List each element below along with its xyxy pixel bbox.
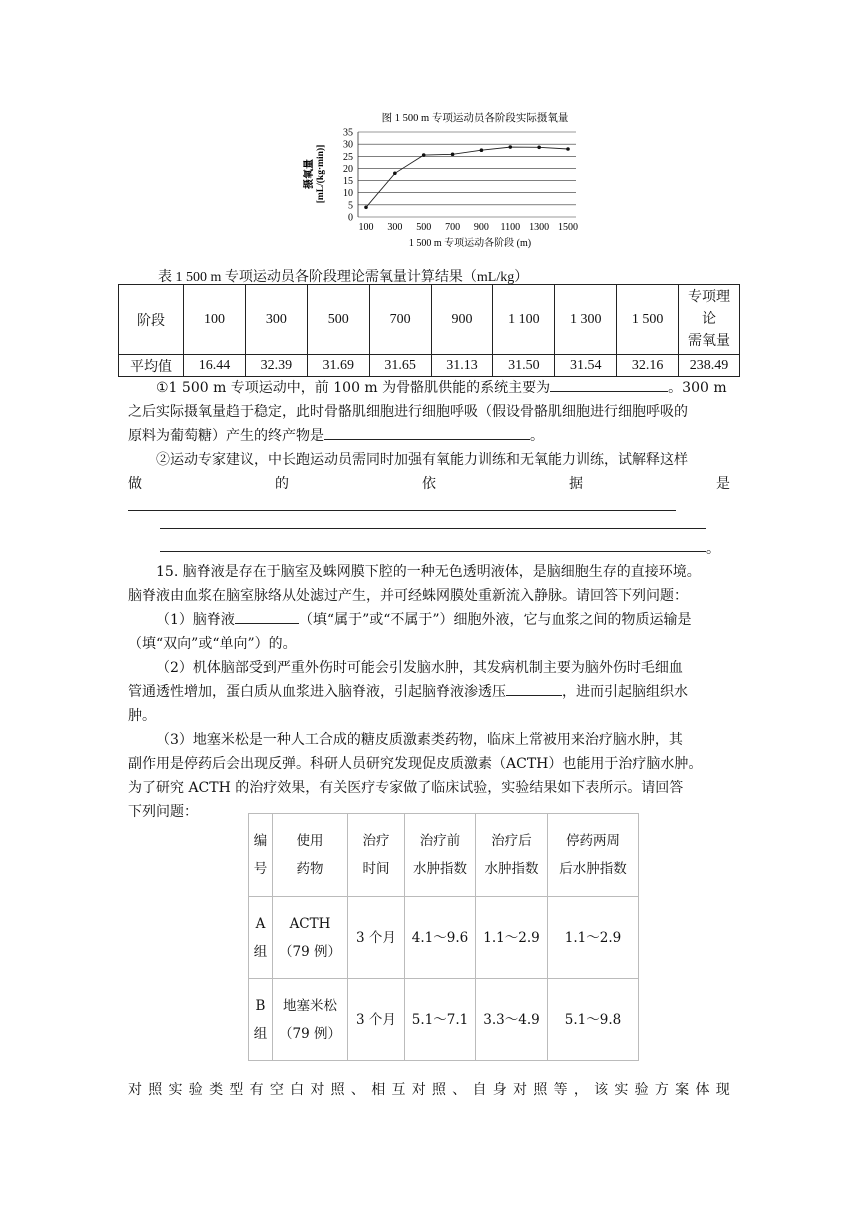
char: 型	[229, 1082, 244, 1098]
x-axis-label: 1 500 m 专项运动各阶段 (m)	[408, 238, 532, 249]
y-tick-label: 25	[343, 151, 353, 163]
y-tick-label: 0	[348, 212, 353, 224]
char: 自	[472, 1082, 487, 1098]
table2-header-cell	[348, 814, 405, 897]
table1-row-label: 平均值	[119, 355, 184, 377]
char: 照	[330, 1082, 345, 1098]
y-tick-label: 15	[343, 176, 353, 188]
question-2: ②运动专家建议，中长跑运动员需同时加强有氧能力训练和无氧能力训练，试解释这样	[156, 452, 688, 468]
text: ①1 500 m 专项运动中，前 100 m 为骨骼肌供能的系统主要为	[156, 380, 551, 396]
y-tick-label: 5	[348, 200, 353, 212]
char: 的	[275, 476, 289, 492]
char: 互	[391, 1082, 406, 1098]
table1-caption: 表 1 500 m 专项运动员各阶段理论需氧量计算结果（mL/kg）	[158, 270, 529, 285]
after: 3.3～4.9	[476, 979, 548, 1061]
question-1	[128, 376, 730, 400]
text: 原料为葡萄糖）产生的终产物是	[128, 428, 324, 444]
q15-part3-line4: 下列问题：	[128, 804, 198, 820]
table1-header-row	[119, 285, 740, 355]
table1-cell: 31.13	[431, 355, 493, 377]
question-1-line2: 之后实际摄氧量趋于稳定，此时骨骼肌细胞进行细胞呼吸（假设骨骼肌细胞进行细胞呼吸的	[128, 404, 688, 420]
q15-part2-line3: 肿。	[128, 708, 156, 724]
y-axis-label-line1: 摄氧量	[304, 159, 315, 189]
header-line: 专项理	[688, 289, 730, 305]
char: 实	[614, 1082, 629, 1098]
table1-cell: 300	[245, 285, 307, 355]
hdr: 时间	[362, 861, 390, 877]
data-point	[537, 146, 541, 150]
id: B	[255, 997, 266, 1014]
answer-line	[128, 510, 676, 511]
data-point	[393, 171, 397, 175]
hdr: 治疗前	[419, 833, 461, 849]
answer-line	[160, 551, 706, 552]
q15-part1	[128, 608, 730, 632]
table2-header-cell	[548, 814, 639, 897]
char: 依	[422, 476, 436, 492]
x-tick-label: 700	[445, 222, 461, 233]
answer-blank	[506, 681, 562, 696]
char: 相	[371, 1082, 386, 1098]
table1-cell: 31.69	[307, 355, 369, 377]
char: 对	[310, 1082, 325, 1098]
table1-cell: 32.16	[617, 355, 679, 377]
table1-total-header	[679, 285, 740, 355]
x-tick-label: 900	[473, 222, 489, 233]
char: 照	[533, 1082, 548, 1098]
hdr: 治疗后	[491, 833, 532, 849]
drug	[273, 897, 348, 979]
char: ，	[573, 1082, 588, 1098]
answer-blank	[235, 609, 299, 624]
char: 、	[452, 1082, 467, 1098]
char: 空	[269, 1082, 284, 1098]
char: 验	[634, 1082, 649, 1098]
table2-row	[249, 979, 639, 1061]
drug-name: ACTH	[289, 915, 331, 932]
table1-cell: 500	[307, 285, 369, 355]
table1-cell: 100	[184, 285, 246, 355]
char: 该	[594, 1082, 609, 1098]
time: 3 个月	[348, 897, 405, 979]
table1-cell: 31.50	[493, 355, 555, 377]
text: 。	[530, 428, 544, 444]
char: 做	[128, 476, 142, 492]
text: （填“属于”或“不属于”）细胞外液，它与血浆之间的物质运输是	[298, 612, 692, 628]
answer-blank	[550, 377, 668, 392]
before: 5.1～7.1	[405, 979, 476, 1061]
x-tick-label: 1500	[558, 222, 578, 233]
x-tick-label: 300	[387, 222, 403, 233]
char: 对	[513, 1082, 528, 1098]
table1-row-label: 阶段	[119, 285, 184, 355]
header-line: 论	[702, 311, 716, 327]
data-point	[508, 145, 512, 149]
y-tick-label: 30	[343, 139, 353, 151]
q15-intro-1: 15. 脑脊液是存在于脑室及蛛网膜下腔的一种无色透明液体，是脑细胞生存的直接环境。	[156, 564, 701, 580]
table1-cell: 238.49	[679, 355, 740, 377]
time: 3 个月	[348, 979, 405, 1061]
chart-svg	[300, 108, 600, 256]
text: （1）脑脊液	[156, 612, 235, 628]
q15-part2-line2	[128, 680, 730, 704]
table2-row	[249, 897, 639, 979]
char: 验	[188, 1082, 203, 1098]
text: ，进而引起脑组织水	[562, 684, 688, 700]
question-2-spread-line	[128, 472, 730, 496]
q15-part1-line2: （填“双向”或“单向”）的。	[128, 636, 297, 652]
q15-part2: （2）机体脑部受到严重外伤时可能会引发脑水肿，其发病机制主要为脑外伤时毛细血	[156, 660, 683, 676]
table2-header-cell	[273, 814, 348, 897]
q15-intro-2: 脑脊液由血浆在脑室脉络从处滤过产生，并可经蛛网膜处重新流入静脉。请回答下列问题：	[128, 588, 688, 604]
data-point	[364, 205, 368, 209]
oxygen-uptake-chart	[300, 108, 600, 256]
text: 管通透性增加，蛋白质从血浆进入脑脊液，引起脑脊液渗透压	[128, 684, 506, 700]
char: 据	[569, 476, 583, 492]
table1-cell: 16.44	[184, 355, 246, 377]
char: 案	[675, 1082, 690, 1098]
hdr: 治疗	[362, 833, 390, 849]
table1-cell: 32.39	[245, 355, 307, 377]
table1-cell: 1 300	[555, 285, 617, 355]
char: 白	[290, 1082, 305, 1098]
table1-cell: 700	[369, 285, 431, 355]
hdr: 药物	[296, 861, 324, 877]
char: 是	[716, 476, 730, 492]
question-1-line3	[128, 424, 730, 448]
data-point	[480, 148, 484, 152]
last-line	[128, 1078, 730, 1102]
table1-cell: 31.54	[555, 355, 617, 377]
table2-header-cell	[405, 814, 476, 897]
table1-value-row	[119, 355, 740, 377]
table2-header-cell	[476, 814, 548, 897]
text: 。300 m	[668, 380, 727, 396]
char: 类	[209, 1082, 224, 1098]
stop: 5.1～9.8	[548, 979, 639, 1061]
char: 现	[715, 1082, 730, 1098]
after: 1.1～2.9	[476, 897, 548, 979]
char: 有	[249, 1082, 264, 1098]
char: 实	[168, 1082, 183, 1098]
drug	[273, 979, 348, 1061]
hdr: 停药两周	[566, 833, 620, 849]
hdr: 编	[253, 833, 268, 849]
char: 等	[553, 1082, 568, 1098]
hdr: 水肿指数	[413, 861, 467, 877]
table1-cell: 900	[431, 285, 493, 355]
hdr: 水肿指数	[484, 861, 539, 877]
table1-cell: 31.65	[369, 355, 431, 377]
table2-header-cell	[249, 814, 273, 897]
y-tick-label: 35	[343, 127, 353, 139]
stop: 1.1～2.9	[548, 897, 639, 979]
x-tick-label: 1100	[500, 222, 521, 233]
id: 组	[253, 1025, 268, 1042]
q15-part3: （3）地塞米松是一种人工合成的糖皮质激素类药物，临床上常被用来治疗脑水肿，其	[156, 732, 683, 748]
y-tick-label: 10	[343, 188, 353, 200]
answer-blank	[324, 425, 530, 440]
data-point	[422, 153, 426, 157]
data-point	[566, 147, 570, 151]
hdr: 使用	[296, 833, 324, 849]
table2	[248, 813, 639, 1061]
char: 照	[431, 1082, 446, 1098]
q15-part3-line2: 副作用是停药后会出现反弹。科研人员研究发现促皮质激素（ACTH）也能用于治疗脑水肿。	[128, 756, 703, 772]
char: 照	[148, 1082, 163, 1098]
header-line: 需氧量	[688, 333, 730, 349]
id: 组	[253, 943, 268, 960]
table1-cell: 1 500	[617, 285, 679, 355]
char: 、	[350, 1082, 365, 1098]
hdr: 号	[253, 861, 268, 877]
char: 体	[695, 1082, 710, 1098]
char: 对	[128, 1082, 142, 1098]
drug-count: （79 例）	[279, 1025, 341, 1042]
char: 对	[411, 1082, 426, 1098]
before: 4.1～9.6	[405, 897, 476, 979]
x-tick-label: 500	[416, 222, 432, 233]
id: A	[255, 915, 266, 932]
y-axis-label-line2: [mL/(kg·min)]	[316, 144, 326, 204]
table2-header-row	[249, 814, 639, 897]
chart-title: 图 1 500 m 专项运动员各阶段实际摄氧量	[381, 113, 569, 124]
question-2-end: 。	[706, 541, 720, 557]
hdr: 后水肿指数	[559, 861, 627, 877]
table1	[118, 284, 740, 377]
q15-part3-line3: 为了研究 ACTH 的治疗效果，有关医疗专家做了临床试验，实验结果如下表所示。请回答	[128, 780, 684, 796]
y-tick-label: 20	[343, 163, 353, 175]
data-point	[451, 153, 455, 157]
x-tick-label: 1300	[529, 222, 550, 233]
x-tick-label: 100	[358, 222, 374, 233]
drug-name: 地塞米松	[283, 997, 337, 1014]
drug-count: （79 例）	[279, 943, 341, 960]
answer-line	[160, 528, 706, 529]
table1-cell: 1 100	[493, 285, 555, 355]
group-id	[249, 979, 273, 1061]
char: 身	[492, 1082, 507, 1098]
group-id	[249, 897, 273, 979]
char: 方	[654, 1082, 669, 1098]
